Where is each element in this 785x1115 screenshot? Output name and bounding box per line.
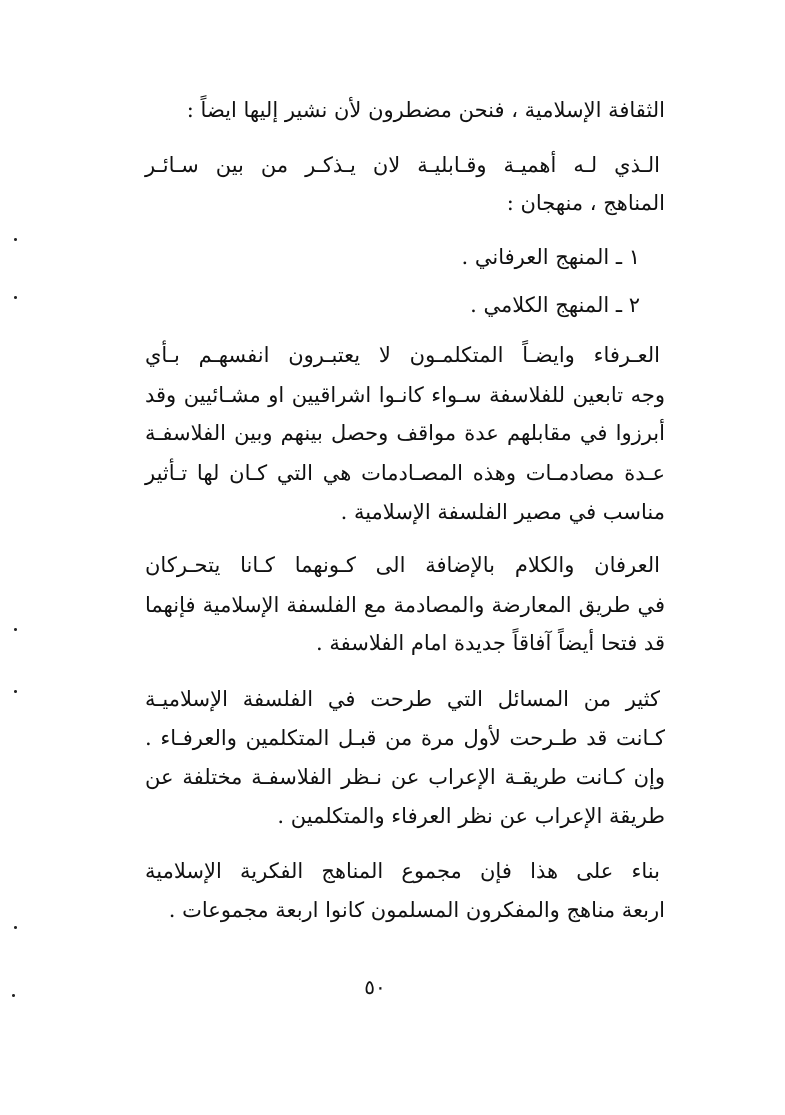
text-line-14: كثير من المسائل التي طرحت في الفلسفة الإسلاميـة	[145, 687, 660, 711]
text-line-11: العرفان والكلام بالإضافة الى كـونهما كـانا يتحـركان	[145, 553, 660, 577]
text-line-13: قد فتحا أيضاً آفاقاً جديدة امام الفلاسفة .	[315, 631, 665, 655]
text-line-10: مناسب في مصير الفلسفة الإسلامية .	[340, 500, 665, 524]
text-line-16: وإن كـانت طريقـة الإعراب عن نـظر الفلاسفـة مختلفة عن	[145, 765, 665, 789]
text-line-17: طريقة الإعراب عن نظر العرفاء والمتكلمين .	[277, 804, 665, 828]
text-line-12: في طريق المعارضة والمصادمة مع الفلسفة الإسلامية فإنهما	[145, 593, 665, 617]
text-line-6: العـرفاء وايضـاً المتكلمـون لا يعتبـرون انفسهـم بـأي	[145, 343, 660, 367]
text-line-3: المناهج ، منهجان :	[506, 191, 665, 215]
scan-speck	[14, 628, 17, 631]
text-line-7: وجه تابعين للفلاسفة سـواء كانـوا اشراقيين او مشـائيين وقد	[145, 383, 665, 407]
list-item-1: ١ ـ المنهج العرفاني .	[461, 245, 640, 269]
list-item-2: ٢ ـ المنهج الكلامي .	[470, 293, 640, 317]
text-line-9: عـدة مصادمـات وهذه المصـادمات هي التي كـان لها تـأثير	[145, 461, 665, 485]
scan-speck	[14, 690, 17, 693]
text-line-19: اربعة مناهج والمفكرون المسلمون كانوا اربعة مجموعات .	[168, 898, 665, 922]
text-line-15: كـانت قد طـرحت لأول مرة من قبـل المتكلمين والعرفـاء .	[145, 726, 665, 750]
scan-speck	[12, 994, 15, 997]
page-number: ٥٠	[364, 975, 386, 999]
scan-speck	[14, 926, 17, 929]
scan-speck	[14, 238, 17, 241]
text-line-1: الثقافة الإسلامية ، فنحن مضطرون لأن نشير إليها ايضاً :	[186, 98, 665, 122]
text-line-8: أبرزوا في مقابلهم عدة مواقف وحصل بينهم وبين الفلاسفـة	[145, 421, 665, 445]
text-line-2: الـذي لـه أهميـة وقـابليـة لان يـذكـر من بين سـائـر	[145, 153, 660, 177]
scan-speck	[14, 296, 17, 299]
text-line-18: بناء على هذا فإن مجموع المناهج الفكرية الإسلامية	[145, 859, 660, 883]
